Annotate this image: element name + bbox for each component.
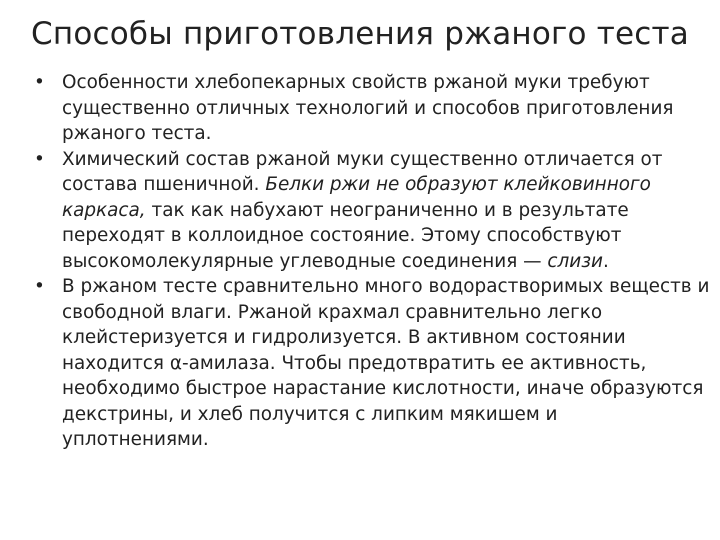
- bullet-item-1: [34, 70, 710, 147]
- bullet-emphasis-text: Белки ржи не образуют клейковинного каркаса,: [62, 174, 651, 221]
- bullet-text-segment: Химический состав ржаной муки существенно отличается от состава пшеничной.: [62, 148, 663, 195]
- bullet-text-segment: так как набухают неограниченно и в результате переходят в коллоидное состояние. Этому способствуют высокомолекулярные углеводные соединения —: [62, 199, 629, 272]
- bullet-text-segment: Особенности хлебопекарных свойств ржаной муки требуют существенно отличных технологий и способов приготовления ржаного теста.: [62, 72, 674, 144]
- bullet-emphasis-text: слизи: [547, 250, 603, 272]
- bullet-icon: •: [34, 276, 45, 297]
- slide-title: Способы приготовления ржаного теста: [31, 16, 689, 52]
- bullet-text: [62, 149, 663, 272]
- bullet-item-2: [34, 147, 710, 275]
- bullet-icon: •: [34, 72, 45, 93]
- bullet-item-3: [34, 274, 710, 453]
- bullet-text: [62, 276, 709, 450]
- bullet-text: [62, 72, 673, 144]
- bullet-list: [34, 70, 710, 453]
- bullet-text-segment: .: [602, 250, 609, 272]
- bullet-icon: •: [34, 148, 45, 170]
- bullet-text-segment: В ржаном тесте сравнительно много водорастворимых веществ и свободной влаги. Ржаной крахмал сравнительно легко клейстеризуется и гидролизуется. В активном состоянии находится α-амилаза. Чтобы предотвратить ее активность, необходимо быстрое нарастание кислотности, иначе образуются декстрины, и хлеб получится с липким мякишем и уплотнениями.: [62, 276, 710, 450]
